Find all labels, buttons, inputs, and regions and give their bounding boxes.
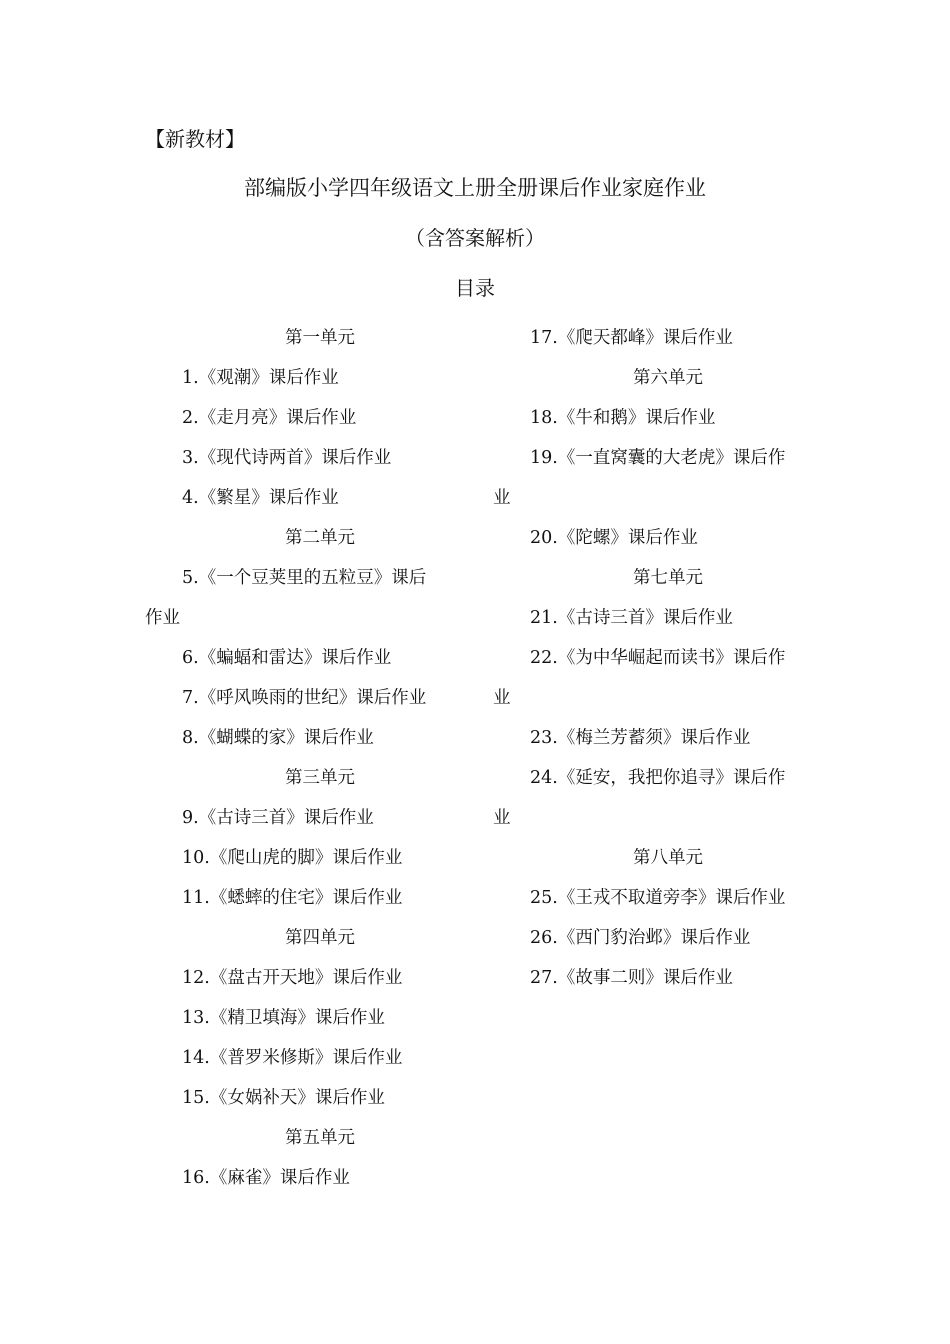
- unit-heading: 第三单元: [285, 768, 355, 788]
- unit-heading: 第八单元: [633, 848, 703, 868]
- toc-item-wrap[interactable]: 业: [493, 488, 511, 508]
- toc-item[interactable]: 10.《爬山虎的脚》课后作业: [182, 848, 403, 868]
- toc-item[interactable]: 19.《一直窝囊的大老虎》课后作: [530, 448, 786, 468]
- toc-item[interactable]: 12.《盘古开天地》课后作业: [182, 968, 403, 988]
- toc-item[interactable]: 13.《精卫填海》课后作业: [182, 1008, 385, 1028]
- toc-item[interactable]: 11.《蟋蟀的住宅》课后作业: [182, 888, 403, 908]
- toc-item-wrap[interactable]: 作业: [145, 608, 180, 628]
- toc-item[interactable]: 18.《牛和鹅》课后作业: [530, 408, 716, 428]
- toc-item[interactable]: 21.《古诗三首》课后作业: [530, 608, 733, 628]
- unit-heading: 第七单元: [633, 568, 703, 588]
- toc-item[interactable]: 9.《古诗三首》课后作业: [182, 808, 374, 828]
- toc-item[interactable]: 3.《现代诗两首》课后作业: [182, 448, 392, 468]
- toc-item[interactable]: 7.《呼风唤雨的世纪》课后作业: [182, 688, 427, 708]
- toc-heading: 目录: [455, 276, 495, 300]
- toc-item[interactable]: 14.《普罗米修斯》课后作业: [182, 1048, 403, 1068]
- toc-item[interactable]: 27.《故事二则》课后作业: [530, 968, 733, 988]
- toc-item[interactable]: 23.《梅兰芳蓄须》课后作业: [530, 728, 751, 748]
- toc-item[interactable]: 1.《观潮》课后作业: [182, 368, 339, 388]
- toc-item[interactable]: 15.《女娲补天》课后作业: [182, 1088, 385, 1108]
- toc-item[interactable]: 25.《王戎不取道旁李》课后作业: [530, 888, 786, 908]
- toc-item[interactable]: 26.《西门豹治邺》课后作业: [530, 928, 751, 948]
- toc-item[interactable]: 8.《蝴蝶的家》课后作业: [182, 728, 374, 748]
- unit-heading: 第四单元: [285, 928, 355, 948]
- unit-heading: 第五单元: [285, 1128, 355, 1148]
- toc-item[interactable]: 5.《一个豆荚里的五粒豆》课后: [182, 568, 427, 588]
- document-subtitle: （含答案解析）: [405, 226, 545, 250]
- toc-item[interactable]: 22.《为中华崛起而读书》课后作: [530, 648, 786, 668]
- toc-item-wrap[interactable]: 业: [493, 808, 511, 828]
- toc-item[interactable]: 20.《陀螺》课后作业: [530, 528, 698, 548]
- toc-item[interactable]: 17.《爬天都峰》课后作业: [530, 328, 733, 348]
- document-title: 部编版小学四年级语文上册全册课后作业家庭作业: [244, 176, 706, 200]
- unit-heading: 第二单元: [285, 528, 355, 548]
- unit-heading: 第六单元: [633, 368, 703, 388]
- toc-item[interactable]: 2.《走月亮》课后作业: [182, 408, 357, 428]
- toc-item[interactable]: 24.《延安，我把你追寻》课后作: [530, 768, 786, 788]
- toc-item[interactable]: 4.《繁星》课后作业: [182, 488, 339, 508]
- toc-item[interactable]: 16.《麻雀》课后作业: [182, 1168, 350, 1188]
- unit-heading: 第一单元: [285, 328, 355, 348]
- new-textbook-tag: 【新教材】: [145, 127, 245, 151]
- toc-item-wrap[interactable]: 业: [493, 688, 511, 708]
- toc-item[interactable]: 6.《蝙蝠和雷达》课后作业: [182, 648, 392, 668]
